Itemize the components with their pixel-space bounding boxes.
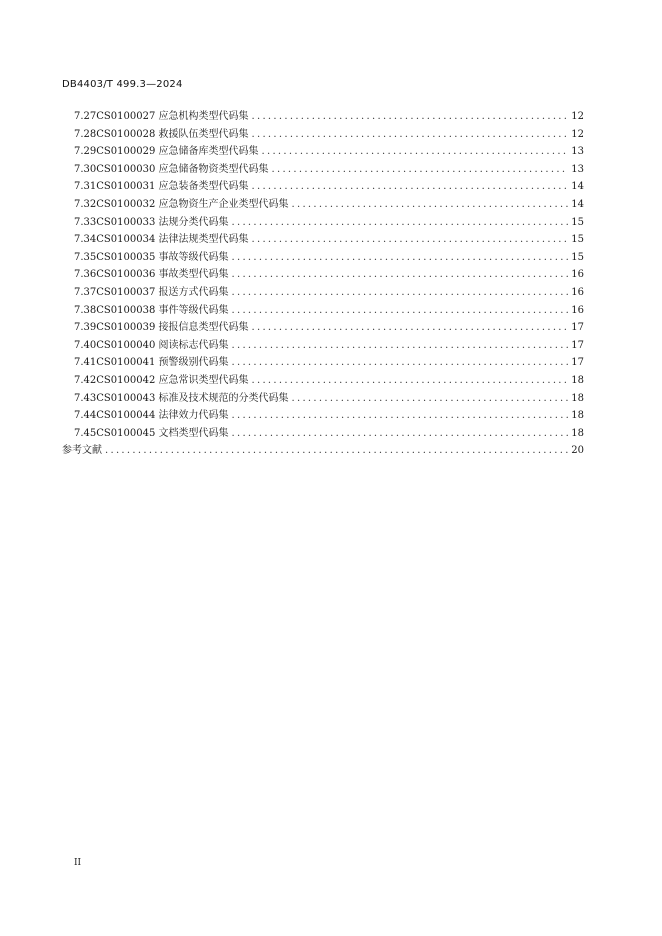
toc-entry-title: CS0100045 文档类型代码集 <box>96 427 229 439</box>
toc-leader-dots <box>231 249 568 267</box>
toc-entry[interactable] <box>62 407 584 425</box>
toc-entry[interactable] <box>62 178 584 196</box>
toc-entry-number: 7.30 <box>74 163 97 175</box>
toc-entry-number: 7.38 <box>74 304 97 316</box>
toc-entry-page: 18 <box>571 374 584 386</box>
toc-leader-dots <box>251 108 568 126</box>
toc-entry-page: 15 <box>571 234 584 246</box>
toc-entry-number: 7.41 <box>74 357 97 369</box>
toc-entry-title: CS0100032 应急物资生产企业类型代码集 <box>96 198 289 210</box>
toc-entry-number: 7.40 <box>74 339 97 351</box>
toc-entry-page: 16 <box>571 286 584 298</box>
toc-entry-title: CS0100027 应急机构类型代码集 <box>96 111 249 122</box>
toc-entry[interactable] <box>62 354 584 372</box>
toc-entry-title: CS0100039 接报信息类型代码集 <box>96 322 249 334</box>
toc-entry-page: 17 <box>571 322 584 334</box>
toc-leader-dots <box>271 161 568 179</box>
toc-entry-title: CS0100044 法律效力代码集 <box>96 410 229 422</box>
toc-entry[interactable] <box>62 108 584 126</box>
toc-entry-page: 18 <box>571 392 584 404</box>
toc-entry[interactable] <box>62 126 584 144</box>
toc-entry-page: 18 <box>571 427 584 439</box>
toc-entry-title: CS0100043 标准及技术规范的分类代码集 <box>96 392 289 404</box>
toc-leader-dots <box>251 372 568 390</box>
toc-entry-page: 17 <box>571 357 584 369</box>
toc-entry-title: CS0100031 应急装备类型代码集 <box>96 181 249 193</box>
toc-leader-dots <box>251 178 568 196</box>
toc-entry-page: 16 <box>571 269 584 281</box>
toc-entry-page: 14 <box>571 198 584 210</box>
toc-entry[interactable] <box>62 249 584 267</box>
toc-entry[interactable] <box>62 196 584 214</box>
toc-entry-number: 7.31 <box>74 181 97 193</box>
toc-leader-dots <box>251 319 568 337</box>
toc-entry-number: 7.37 <box>74 286 97 298</box>
toc-entry-number: 7.29 <box>74 146 97 158</box>
toc-entry-page: 18 <box>571 410 584 422</box>
toc-leader-dots <box>231 266 568 284</box>
toc-entry[interactable] <box>62 266 584 284</box>
toc-entry-title: CS0100042 应急常识类型代码集 <box>96 374 249 386</box>
toc-entry[interactable] <box>62 302 584 320</box>
toc-entry-title: CS0100038 事件等级代码集 <box>96 304 229 316</box>
toc-entry-number: 7.35 <box>74 251 97 263</box>
toc-entry[interactable] <box>62 337 584 355</box>
toc-entry-page: 20 <box>571 445 584 457</box>
toc-entry-title: CS0100029 应急储备库类型代码集 <box>96 146 259 158</box>
toc-entry[interactable] <box>62 390 584 408</box>
toc-entry[interactable] <box>62 214 584 232</box>
toc-entry-page: 16 <box>571 304 584 316</box>
document-id-header: DB4403/T 499.3—2024 <box>62 79 183 90</box>
toc-entry[interactable] <box>62 161 584 179</box>
toc-entry-page: 15 <box>571 216 584 228</box>
toc-entry-title: CS0100037 报送方式代码集 <box>96 286 229 298</box>
toc-entry-page: 17 <box>571 339 584 351</box>
toc-entry-number: 7.45 <box>74 427 97 439</box>
toc-entry-title: CS0100034 法律法规类型代码集 <box>96 234 249 246</box>
toc-entry-title: CS0100030 应急储备物资类型代码集 <box>96 163 269 175</box>
toc-entry[interactable] <box>62 372 584 390</box>
toc-entry-title: CS0100036 事故类型代码集 <box>96 269 229 281</box>
toc-entry[interactable] <box>62 143 584 161</box>
toc-entry-page: 15 <box>571 251 584 263</box>
toc-entry[interactable] <box>62 231 584 249</box>
toc-entry-number: 7.42 <box>74 374 97 386</box>
toc-entry-title: 参考文献 <box>62 445 102 457</box>
toc-entry[interactable] <box>62 319 584 337</box>
toc-entry-page: 12 <box>571 128 584 140</box>
toc-entry-number: 7.27 <box>74 111 97 122</box>
toc-leader-dots <box>231 302 568 320</box>
toc-entry-number: 7.34 <box>74 234 97 246</box>
toc-entry-number: 7.28 <box>74 128 97 140</box>
page-number: II <box>74 858 82 868</box>
toc-leader-dots <box>291 390 568 408</box>
toc-leader-dots <box>261 143 568 161</box>
toc-leader-dots <box>231 284 568 302</box>
toc-leader-dots <box>291 196 568 214</box>
toc-entry-title: CS0100033 法规分类代码集 <box>96 216 229 228</box>
toc-leader-dots <box>231 337 568 355</box>
toc-leader-dots <box>251 126 568 144</box>
toc-entry-number: 7.33 <box>74 216 97 228</box>
toc-entry-page: 13 <box>571 163 584 175</box>
toc-entry-number: 7.36 <box>74 269 97 281</box>
toc-leader-dots <box>231 214 568 232</box>
toc-entry-references[interactable] <box>62 442 584 460</box>
toc-leader-dots <box>231 354 568 372</box>
toc-entry-number: 7.39 <box>74 322 97 334</box>
toc-entry-number: 7.44 <box>74 410 97 422</box>
toc-entry-page: 14 <box>571 181 584 193</box>
toc-leader-dots <box>231 425 568 443</box>
toc-entry-number: 7.32 <box>74 198 97 210</box>
toc-entry-page: 12 <box>571 111 584 122</box>
toc-entry[interactable] <box>62 425 584 443</box>
toc-entry-title: CS0100035 事故等级代码集 <box>96 251 229 263</box>
toc-entry-page: 13 <box>571 146 584 158</box>
toc-entry[interactable] <box>62 284 584 302</box>
toc-entry-number: 7.43 <box>74 392 97 404</box>
toc-leader-dots <box>231 407 568 425</box>
toc-leader-dots <box>105 442 568 460</box>
toc-entry-title: CS0100041 预警级别代码集 <box>96 357 229 369</box>
toc-leader-dots <box>251 231 568 249</box>
toc-entry-title: CS0100028 救援队伍类型代码集 <box>96 128 249 140</box>
table-of-contents <box>62 108 584 460</box>
toc-entry-title: CS0100040 阅读标志代码集 <box>96 339 229 351</box>
